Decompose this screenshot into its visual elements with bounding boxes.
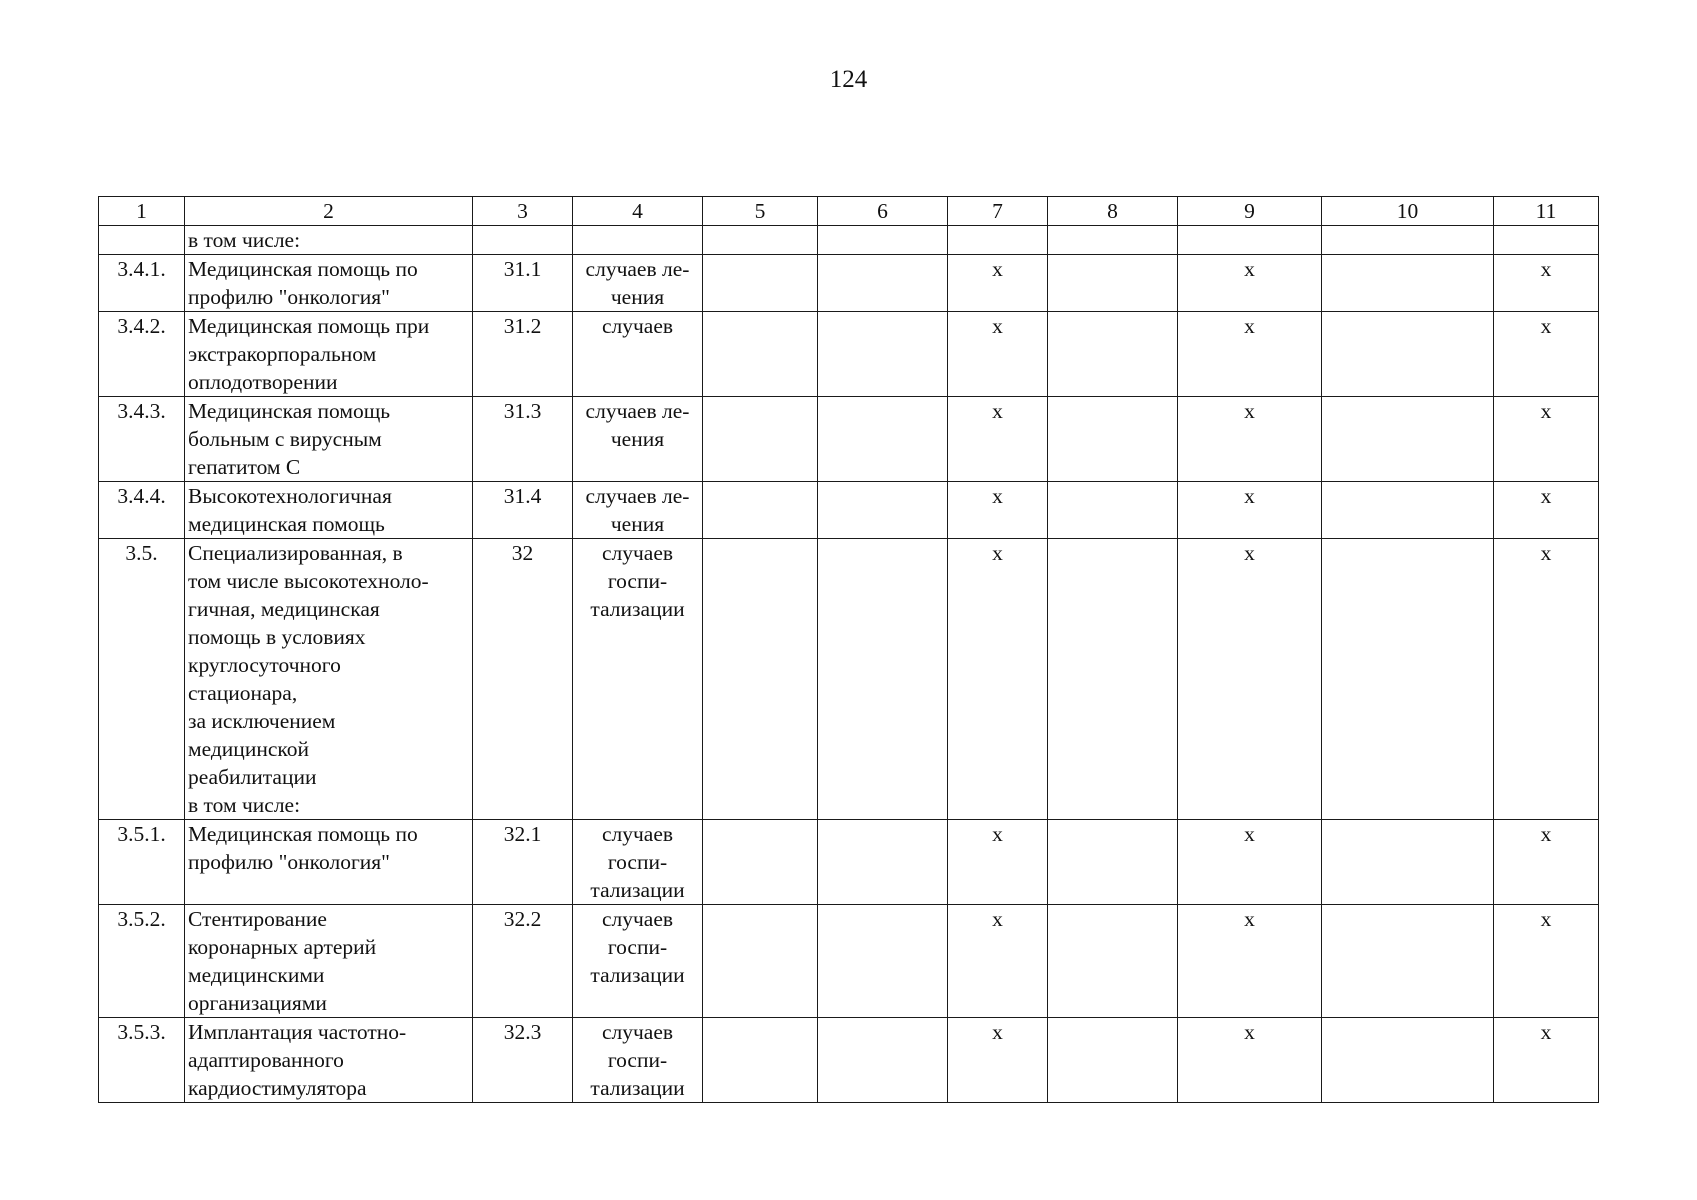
row-unit: случаев госпи- тализации	[573, 1018, 703, 1103]
row-unit: случаев ле- чения	[573, 482, 703, 539]
row-unit: случаев	[573, 312, 703, 397]
cell-col5	[703, 226, 818, 255]
cell-col7: х	[948, 312, 1048, 397]
cell-col6	[818, 255, 948, 312]
cell-col5	[703, 905, 818, 1018]
table-header-row	[99, 197, 1599, 226]
cell-col9: х	[1178, 482, 1322, 539]
row-number: 3.5.	[99, 539, 185, 820]
page-number: 124	[829, 66, 868, 93]
cell-col9: х	[1178, 539, 1322, 820]
cell-col6	[818, 226, 948, 255]
cell-col7: х	[948, 397, 1048, 482]
cell-col6	[818, 397, 948, 482]
table-row	[99, 482, 1599, 539]
cell-col9: х	[1178, 397, 1322, 482]
row-code: 32.1	[473, 820, 573, 905]
table-row	[99, 820, 1599, 905]
row-unit: случаев госпи- тализации	[573, 539, 703, 820]
cell-col5	[703, 1018, 818, 1103]
row-name: Специализированная, в том числе высокотехноло- гичная, медицинская помощь в условиях круглосуточного стационара, за исключением медицинской реабилитации в том числе:	[185, 539, 473, 820]
cell-col9: х	[1178, 255, 1322, 312]
cell-col11: х	[1494, 1018, 1599, 1103]
cell-col11: х	[1494, 255, 1599, 312]
cell-col6	[818, 312, 948, 397]
cell-col7: х	[948, 820, 1048, 905]
header-cell: 4	[573, 197, 703, 226]
row-name: Медицинская помощь по профилю "онкология"	[185, 820, 473, 905]
cell-col9: х	[1178, 312, 1322, 397]
row-unit: случаев госпи- тализации	[573, 905, 703, 1018]
cell-col8	[1048, 397, 1178, 482]
cell-col10	[1322, 539, 1494, 820]
header-cell: 10	[1322, 197, 1494, 226]
cell-col9: х	[1178, 905, 1322, 1018]
row-number: 3.4.1.	[99, 255, 185, 312]
row-code: 31.2	[473, 312, 573, 397]
row-name: Стентирование коронарных артерий медицинскими организациями	[185, 905, 473, 1018]
header-cell: 3	[473, 197, 573, 226]
table-row	[99, 397, 1599, 482]
cell-col7: х	[948, 905, 1048, 1018]
cell-col5	[703, 255, 818, 312]
cell-col11	[1494, 226, 1599, 255]
cell-col9: х	[1178, 1018, 1322, 1103]
cell-col5	[703, 482, 818, 539]
header-cell: 11	[1494, 197, 1599, 226]
row-unit: случаев ле- чения	[573, 255, 703, 312]
cell-col11: х	[1494, 539, 1599, 820]
cell-col5	[703, 312, 818, 397]
cell-col11: х	[1494, 820, 1599, 905]
cell-col8	[1048, 226, 1178, 255]
cell-col11: х	[1494, 482, 1599, 539]
row-unit	[573, 226, 703, 255]
table-row	[99, 905, 1599, 1018]
cell-col8	[1048, 482, 1178, 539]
cell-col9: х	[1178, 820, 1322, 905]
cell-col6	[818, 482, 948, 539]
table-row	[99, 312, 1599, 397]
cell-col10	[1322, 397, 1494, 482]
row-number: 3.5.3.	[99, 1018, 185, 1103]
cell-col8	[1048, 312, 1178, 397]
row-code: 31.1	[473, 255, 573, 312]
cell-col10	[1322, 255, 1494, 312]
header-cell: 9	[1178, 197, 1322, 226]
table-row	[99, 539, 1599, 820]
header-cell: 6	[818, 197, 948, 226]
cell-col10	[1322, 312, 1494, 397]
cell-col8	[1048, 905, 1178, 1018]
cell-col10	[1322, 226, 1494, 255]
row-code: 32.2	[473, 905, 573, 1018]
row-unit: случаев ле- чения	[573, 397, 703, 482]
row-name: Имплантация частотно- адаптированного кардиостимулятора	[185, 1018, 473, 1103]
cell-col11: х	[1494, 397, 1599, 482]
cell-col10	[1322, 820, 1494, 905]
row-number: 3.4.4.	[99, 482, 185, 539]
cell-col5	[703, 820, 818, 905]
cell-col11: х	[1494, 312, 1599, 397]
cell-col7: х	[948, 539, 1048, 820]
row-number: 3.4.3.	[99, 397, 185, 482]
table-row	[99, 1018, 1599, 1103]
cell-col8	[1048, 255, 1178, 312]
row-name: Медицинская помощь при экстракорпоральном оплодотворении	[185, 312, 473, 397]
row-code: 32	[473, 539, 573, 820]
table-row	[99, 255, 1599, 312]
cell-col7: х	[948, 255, 1048, 312]
cell-col9	[1178, 226, 1322, 255]
row-name: Медицинская помощь больным с вирусным гепатитом С	[185, 397, 473, 482]
cell-col5	[703, 397, 818, 482]
cell-col8	[1048, 820, 1178, 905]
cell-col5	[703, 539, 818, 820]
cell-col11: х	[1494, 905, 1599, 1018]
header-cell: 8	[1048, 197, 1178, 226]
header-cell: 7	[948, 197, 1048, 226]
row-code	[473, 226, 573, 255]
row-number: 3.5.2.	[99, 905, 185, 1018]
header-cell: 5	[703, 197, 818, 226]
cell-col6	[818, 1018, 948, 1103]
cell-col7	[948, 226, 1048, 255]
cell-col8	[1048, 1018, 1178, 1103]
row-code: 32.3	[473, 1018, 573, 1103]
cell-col8	[1048, 539, 1178, 820]
row-number: 3.4.2.	[99, 312, 185, 397]
cell-col7: х	[948, 482, 1048, 539]
cell-col6	[818, 820, 948, 905]
row-number: 3.5.1.	[99, 820, 185, 905]
row-name: Медицинская помощь по профилю "онкология"	[185, 255, 473, 312]
row-number	[99, 226, 185, 255]
row-name: Высокотехнологичная медицинская помощь	[185, 482, 473, 539]
cell-col10	[1322, 482, 1494, 539]
table-row	[99, 226, 1599, 255]
cell-col6	[818, 539, 948, 820]
row-code: 31.4	[473, 482, 573, 539]
cell-col10	[1322, 905, 1494, 1018]
row-code: 31.3	[473, 397, 573, 482]
header-cell: 2	[185, 197, 473, 226]
cell-col6	[818, 905, 948, 1018]
row-unit: случаев госпи- тализации	[573, 820, 703, 905]
cell-col10	[1322, 1018, 1494, 1103]
row-name: в том числе:	[185, 226, 473, 255]
data-table	[98, 196, 1599, 1103]
header-cell: 1	[99, 197, 185, 226]
cell-col7: х	[948, 1018, 1048, 1103]
